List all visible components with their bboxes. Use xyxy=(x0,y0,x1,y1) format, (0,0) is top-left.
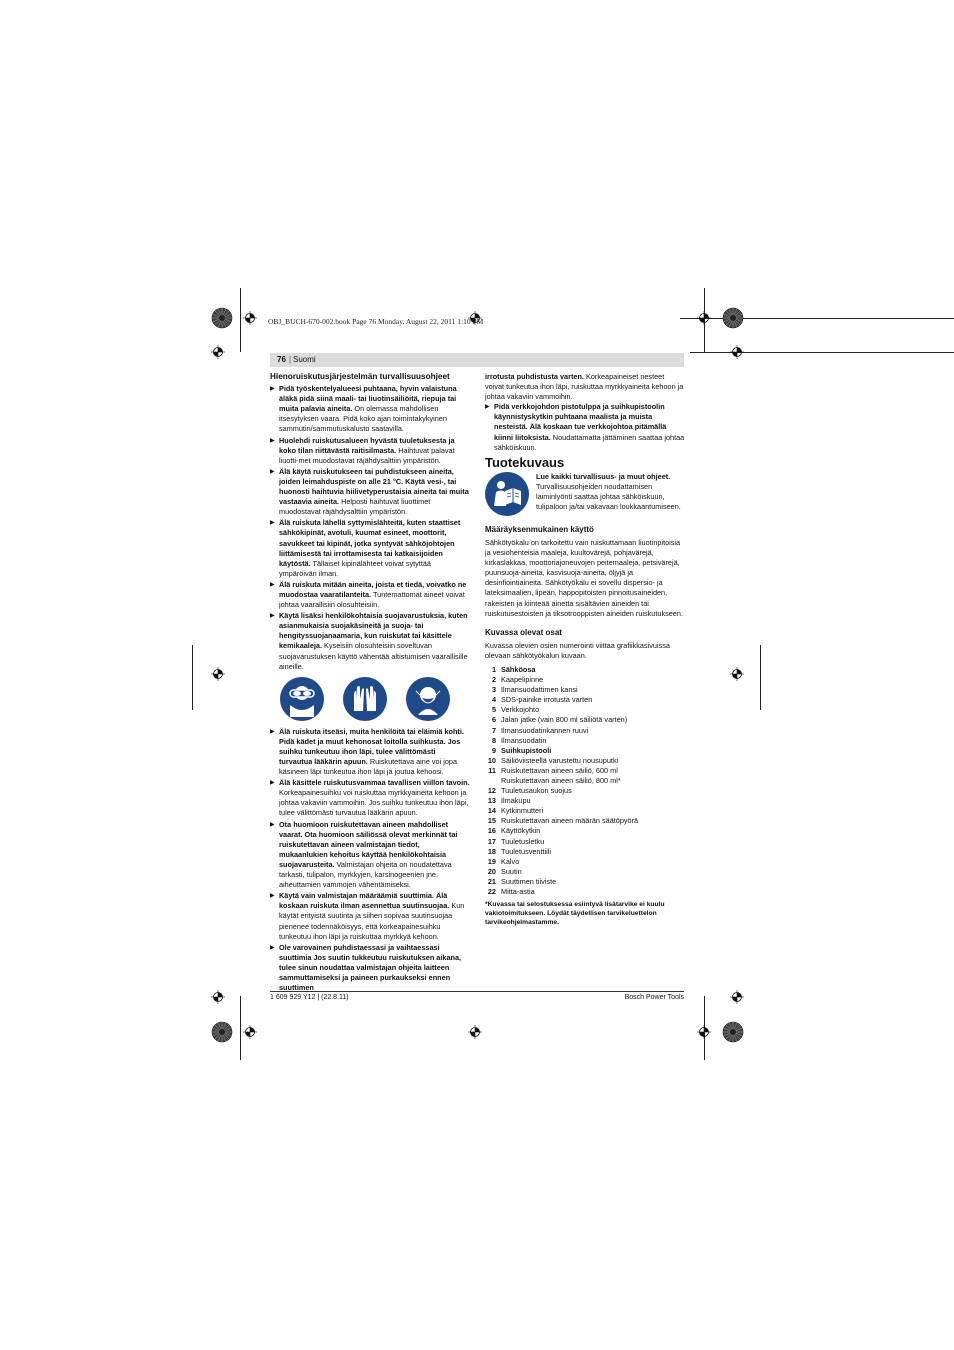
part-label: Mitta-astia xyxy=(501,887,535,897)
part-label-wrap xyxy=(501,806,543,816)
safety-bullets-top xyxy=(270,384,470,672)
part-label-wrap xyxy=(501,826,540,836)
part-label-wrap xyxy=(501,705,539,715)
color-calibration-mark xyxy=(211,1021,233,1043)
part-item xyxy=(485,857,685,867)
bullet-text: Tällaiset kipinälähteet voivat sytyttää ympäröivän ilman. xyxy=(279,558,431,578)
part-number: 20 xyxy=(487,866,496,876)
bullet-bold-text: Pidä työskentelyalueesi puhtaana, hyvin valaistuna äläkä pidä siinä maali- tai liuotinsäiliöitä, riepuja tai muita palavia aineita. xyxy=(279,384,457,414)
part-label-wrap xyxy=(501,675,543,685)
part-label: Tuuletusventtiili xyxy=(501,846,552,856)
safety-bullet xyxy=(270,611,470,672)
header-language: Suomi xyxy=(293,355,316,364)
part-label-alt: Ruiskutettavan aineen säiliö, 800 ml* xyxy=(501,776,621,785)
bullet-bold-text: Huolehdi ruiskutusalueen hyvästä tuuletuksesta ja koko tilan riittävästä raitisilmasta. xyxy=(279,435,455,455)
parts-intro: Kuvassa olevien osien numerointi viittaa grafiikkasivuissa olevaan sähkötyökalun kuvaan. xyxy=(485,640,670,660)
part-item xyxy=(485,726,685,736)
part-number: 21 xyxy=(487,876,496,886)
part-label: SDS-painike irrotusta varten xyxy=(501,695,593,705)
part-item xyxy=(485,736,685,746)
safety-goggles-icon xyxy=(280,677,324,721)
footer-brand: Bosch Power Tools xyxy=(624,994,684,1001)
part-label-wrap xyxy=(501,837,544,847)
safety-bullet xyxy=(270,384,470,434)
ppe-icon-row xyxy=(280,677,470,721)
bullet-text: Korkeapainesuihku voi ruiskuttaa myrkkyaineita kehoon ja johtaa vakaviin vammoihin. Jos suihku tunkeutuu ihon läpi, tulee välittömästi turvautua lääkärin apuun. xyxy=(279,788,469,818)
part-number: 6 xyxy=(491,715,496,725)
part-label-wrap xyxy=(501,695,592,705)
registration-mark xyxy=(211,345,225,359)
notice-text xyxy=(536,472,685,512)
part-label: Käyttökytkin xyxy=(501,826,541,836)
registration-mark xyxy=(697,311,711,325)
bullet-text: On olemassa mahdollisen itsesytyksen vaara. Pidä koko ajan toimintakykyinen sammutin/sammutuskalusto saatavilla. xyxy=(279,404,447,434)
safety-bullet xyxy=(270,943,470,993)
parts-footnote: *Kuvassa tai selostuksessa esiintyvä lisätarvike ei kuulu vakiotoimitukseen. Löydät täydellisen tarvikeluettelon tarvikeohjelmastamme. xyxy=(485,901,665,927)
part-number: 1 xyxy=(491,664,496,674)
bullet-text: Kyseisiin olosuhteisiin soveltuvan suojavarustuksen käyttö vähentää altistumisen vaarallisille aineille. xyxy=(279,641,468,671)
intended-use-body: Sähkötyökalu on tarkoitettu vain ruiskuttamaan liuotinpitoisia ja vesiohenteisia maaleja, kuultovärejä, pohjavärejä, kirkaslakkaa, moottoriajoneuvojen peitemaaleja, petsivärejä, puunsuoja-aineita, kasvisuoja-aineita, öljyjä ja desinfiointiaineita. Sähkötyökalu ei sovellu dispersio- ja lateksimaalien, lipeän, happopitoisten pinnoitusaineiden, rakeisten ja kiinteää ainetta sisältävien aineiden tai ruiskutusestoisten ja tiksotrooppisten aineiden ruiskutukseen. xyxy=(485,537,683,618)
part-item xyxy=(485,695,685,705)
crop-line xyxy=(192,645,193,710)
part-label: Jalan jatke (vain 800 ml säiliötä varten) xyxy=(501,715,628,725)
part-label-wrap xyxy=(501,867,522,877)
bullet-bold-text: Käytä lisäksi henkilökohtaisia suojavarustuksia, kuten asianmukaisia suojakäsineitä ja suoja- tai hengityssuojanaamaria, kun ruiskutat tai käsittele kemikaaleja. xyxy=(279,611,468,651)
part-number: 8 xyxy=(491,735,496,745)
registration-mark xyxy=(730,345,744,359)
bullet-bold-text: Ota huomioon ruiskutettavan aineen mahdolliset vaarat. Ota huomioon säiliössä olevat merkinnät tai ruiskutettavan aineen valmistajan tiedot, mukaanlukien kehoitus käyttää henkilökohtaisia suojavarusteita. xyxy=(279,819,458,869)
crop-line xyxy=(760,645,761,710)
read-instructions-notice xyxy=(485,472,685,516)
bullet-bold-text: Käytä vain valmistajan määräämiä suuttimia. Älä koskaan ruiskuta ilman asennettua suutinsuojaa. xyxy=(279,891,450,911)
continuation-text: Korkeapaineiset nesteet voivat tunkeutua ihon läpi, ruiskuttaa myrkkyaineita kehoon ja johtaa vakaviin vammoihin. xyxy=(485,372,684,402)
bullet-text: Ruiskutettava aine voi jopa käsineen läpi tunkeutua ihon läpi ja joutua kehoosi. xyxy=(279,757,458,777)
part-label: Kytkinmutteri xyxy=(501,806,544,816)
part-label-wrap xyxy=(501,816,638,826)
safety-bullet xyxy=(270,727,470,777)
part-item xyxy=(485,715,685,725)
print-slug: OBJ_BUCH-670-002.book Page 76 Monday, August 22, 2011 1:10 PM xyxy=(268,317,484,326)
bullet-arrow-icon: ▶ xyxy=(270,468,275,475)
part-number: 17 xyxy=(487,836,496,846)
part-label: Ruiskutettavan aineen määrän säätöpyörä xyxy=(501,816,639,826)
part-number: 2 xyxy=(491,675,496,685)
bullet-arrow-icon: ▶ xyxy=(270,386,275,393)
part-label: Suihkupistooli xyxy=(501,745,552,755)
part-label-wrap xyxy=(501,857,519,867)
bullet-bold-text: Ole varovainen puhdistaessasi ja vaihtaessasi suuttimia Jos suutin tukkeutuu ruiskutuksen aikana, tulee sinun noudattaa valmistajan ohjeita laitteen sammuttamiseksi ja paineen purkaukseksi ennen suuttimen xyxy=(279,942,462,993)
respirator-mask-icon xyxy=(406,677,450,721)
part-label-wrap xyxy=(501,746,551,756)
part-item xyxy=(485,837,685,847)
intended-use-heading: Määräyksenmukainen käyttö xyxy=(485,524,594,534)
notice-body: Turvallisuusohjeiden noudattamisen laiminlyönti saattaa johtaa sähköiskuun, tulipaloon ja/tai vakavaan loukkaantumiseen. xyxy=(536,481,681,512)
part-label-wrap xyxy=(501,847,551,857)
part-label: Ilmansuodatin xyxy=(501,735,547,745)
header-bar xyxy=(270,353,684,367)
part-label-wrap xyxy=(501,877,556,887)
part-number: 18 xyxy=(487,846,496,856)
part-label-wrap xyxy=(501,766,621,786)
bullet-text: Noudattamatta jättäminen saattaa johtaa sähköiskuun. xyxy=(494,432,685,452)
left-column xyxy=(270,372,470,994)
part-item xyxy=(485,877,685,887)
bullet-arrow-icon: ▶ xyxy=(270,944,275,951)
part-label-wrap xyxy=(501,665,535,675)
part-item xyxy=(485,705,685,715)
bullet-bold-text: Älä käytä ruiskutukseen tai puhdistukseen aineita, joiden leimahduspiste on alle 21 °C. Käytä vesi-, tai huonosti haihtuvia hiilivetyperustaisia aineita tai muita vastaavia aineita. xyxy=(279,466,469,507)
part-label-wrap xyxy=(501,685,578,695)
bullet-arrow-icon: ▶ xyxy=(270,821,275,828)
footer-doc-number: 1 609 929 Y12 | (22.8.11) xyxy=(270,994,349,1001)
part-number: 12 xyxy=(487,786,496,796)
bullet-arrow-icon: ▶ xyxy=(485,404,490,411)
safety-bullet xyxy=(270,778,470,818)
registration-mark xyxy=(468,1025,482,1039)
crop-line xyxy=(240,288,241,352)
bullet-arrow-icon: ▶ xyxy=(270,893,275,900)
header-separator: | xyxy=(289,355,292,364)
registration-mark xyxy=(243,311,257,325)
part-item xyxy=(485,796,685,806)
part-label: Ilmakupu xyxy=(501,796,531,806)
registration-mark xyxy=(211,667,225,681)
part-label: Tuuletusletku xyxy=(501,836,545,846)
part-label: Ilmansuodattimen kansi xyxy=(501,685,578,695)
part-number: 9 xyxy=(491,745,496,755)
part-number: 5 xyxy=(491,705,496,715)
part-item xyxy=(485,675,685,685)
part-label: Kalvo xyxy=(501,856,520,866)
part-item xyxy=(485,826,685,836)
safety-bullets-right xyxy=(485,402,685,452)
part-number: 14 xyxy=(487,806,496,816)
safety-bullets-bottom xyxy=(270,727,470,993)
part-number: 22 xyxy=(487,887,496,897)
safety-bullet xyxy=(270,891,470,941)
registration-mark xyxy=(730,990,744,1004)
part-number: 10 xyxy=(487,755,496,765)
color-calibration-mark xyxy=(211,307,233,329)
color-calibration-mark xyxy=(722,307,744,329)
part-label: Ruiskutettavan aineen säiliö, 600 ml xyxy=(501,765,618,775)
part-label: Sähköosa xyxy=(501,664,536,674)
part-label-wrap xyxy=(501,736,546,746)
bullet-arrow-icon: ▶ xyxy=(270,520,275,527)
bullet-bold-text: Älä ruiskuta itseäsi, muita henkilöitä tai eläimiä kohti. Pidä kädet ja muut kehonosat loitolla suihkusta. Jos suihku tunkeutuu ihon läpi, tulee välittömästi turvautua lääkärin apuun. xyxy=(279,726,464,766)
protective-gloves-icon xyxy=(343,677,387,721)
bullet-bold-text: Älä ruiskuta mitään aineita, joista et tiedä, voivatko ne muodostaa vaaratilanteita. xyxy=(279,579,467,599)
continuation-bold: irrotusta puhdistusta varten. xyxy=(485,372,584,381)
part-item xyxy=(485,756,685,766)
bullet-text: Tuntemattomat aineet voivat johtaa vaarallisiin olosuhteisiin. xyxy=(279,589,465,610)
bullet-arrow-icon: ▶ xyxy=(270,728,275,735)
part-number: 19 xyxy=(487,856,496,866)
safety-bullet xyxy=(270,820,470,891)
product-description-title: Tuotekuvaus xyxy=(485,454,565,470)
bullet-bold-text: Pidä verkkojohdon pistotulppa ja suihkupistoolin käynnistyskytkin puhtaana maalista ja muista nesteistä. Älä koskaan tue verkkojohtoa pitämällä kiinni liitoksista. xyxy=(494,402,667,442)
notice-bold: Lue kaikki turvallisuus- ja muut ohjeet. xyxy=(536,471,671,481)
safety-bullet xyxy=(270,436,470,466)
part-label-wrap xyxy=(501,756,618,766)
bullet-text: Kun käytät erityistä suutinta ja siihen sopivaa suutinsuojaa pienenee todennäköisyys, että korkeapainesuihku tunkeutuu ihon läpi ja ruiskuttaa myrkkyä kehoon. xyxy=(279,901,465,941)
registration-mark xyxy=(730,667,744,681)
part-item xyxy=(485,847,685,857)
part-label-wrap xyxy=(501,786,572,796)
part-label: Säiliöviisteellä varustettu nousuputki xyxy=(501,755,619,765)
part-label: Verkkojohto xyxy=(501,705,540,715)
part-item xyxy=(485,867,685,877)
part-label: Kaapelipinne xyxy=(501,675,544,685)
safety-section-title: Hienoruiskutusjärjestelmän turvallisuusohjeet xyxy=(270,372,450,381)
part-item xyxy=(485,887,685,897)
bullet-text: Helposti haihtuvat liuottimet muodostavat räjähdysalttiin ympäristön. xyxy=(279,497,431,517)
bullet-text: Valmistajan ohjeita on noudatettava tarkasti, tulipalon, myrkkyjen, karsinogeenien jne. aiheuttamien vammojen vähentämiseksi. xyxy=(279,859,452,890)
part-number: 7 xyxy=(491,725,496,735)
continuation-paragraph xyxy=(485,372,685,402)
part-item xyxy=(485,786,685,796)
safety-bullet xyxy=(270,518,470,579)
parts-heading: Kuvassa olevat osat xyxy=(485,627,562,637)
bullet-bold-text: Älä käsittele ruiskutusvammaa tavallisen viillon tavoin. xyxy=(279,778,470,788)
registration-mark xyxy=(243,1025,257,1039)
part-number: 11 xyxy=(488,765,496,775)
part-label: Tuuletusaukon suojus xyxy=(501,786,572,796)
part-item xyxy=(485,665,685,675)
part-label-wrap xyxy=(501,726,588,736)
part-label: Ilmansuodatinkannen ruuvi xyxy=(501,725,589,735)
part-label: Suutin xyxy=(501,866,522,876)
safety-bullet xyxy=(270,580,470,610)
part-item xyxy=(485,816,685,826)
part-item xyxy=(485,806,685,816)
registration-mark xyxy=(211,990,225,1004)
safety-bullet xyxy=(270,467,470,517)
bullet-bold-text: Älä ruiskuta lähellä syttymislähteitä, kuten staattiset sähkökipinät, avotuli, kuumat esineet, moottorit, savukkeet tai kipinät, jotka syntyvät sähköjohtojen liittämisestä tai irrottamisesta tai katkaisijoiden käytöstä. xyxy=(279,518,461,568)
part-number: 15 xyxy=(487,816,496,826)
part-item xyxy=(485,746,685,756)
right-column xyxy=(485,372,685,927)
footer-rule xyxy=(270,991,684,992)
part-label-wrap xyxy=(501,715,627,725)
part-label-wrap xyxy=(501,887,535,897)
part-label: Suuttimen tiiviste xyxy=(501,876,557,886)
page-number: 76 xyxy=(277,355,286,364)
registration-mark xyxy=(697,1025,711,1039)
crop-line xyxy=(240,996,241,1060)
part-item xyxy=(485,766,685,786)
part-number: 13 xyxy=(487,796,496,806)
bullet-arrow-icon: ▶ xyxy=(270,780,275,787)
parts-list xyxy=(485,665,685,897)
part-item xyxy=(485,685,685,695)
part-number: 16 xyxy=(487,826,496,836)
part-label-wrap xyxy=(501,796,531,806)
bullet-arrow-icon: ▶ xyxy=(270,437,275,444)
bullet-text: Haihtuvat palavat liuotti-met muodostavat räjähdysalttiin ympäristön. xyxy=(279,445,455,465)
color-calibration-mark xyxy=(722,1021,744,1043)
bullet-arrow-icon: ▶ xyxy=(270,581,275,588)
bullet-arrow-icon: ▶ xyxy=(270,613,275,620)
safety-bullet xyxy=(485,402,685,452)
read-manual-icon xyxy=(485,472,529,516)
part-number: 4 xyxy=(491,695,496,705)
part-number: 3 xyxy=(491,685,496,695)
